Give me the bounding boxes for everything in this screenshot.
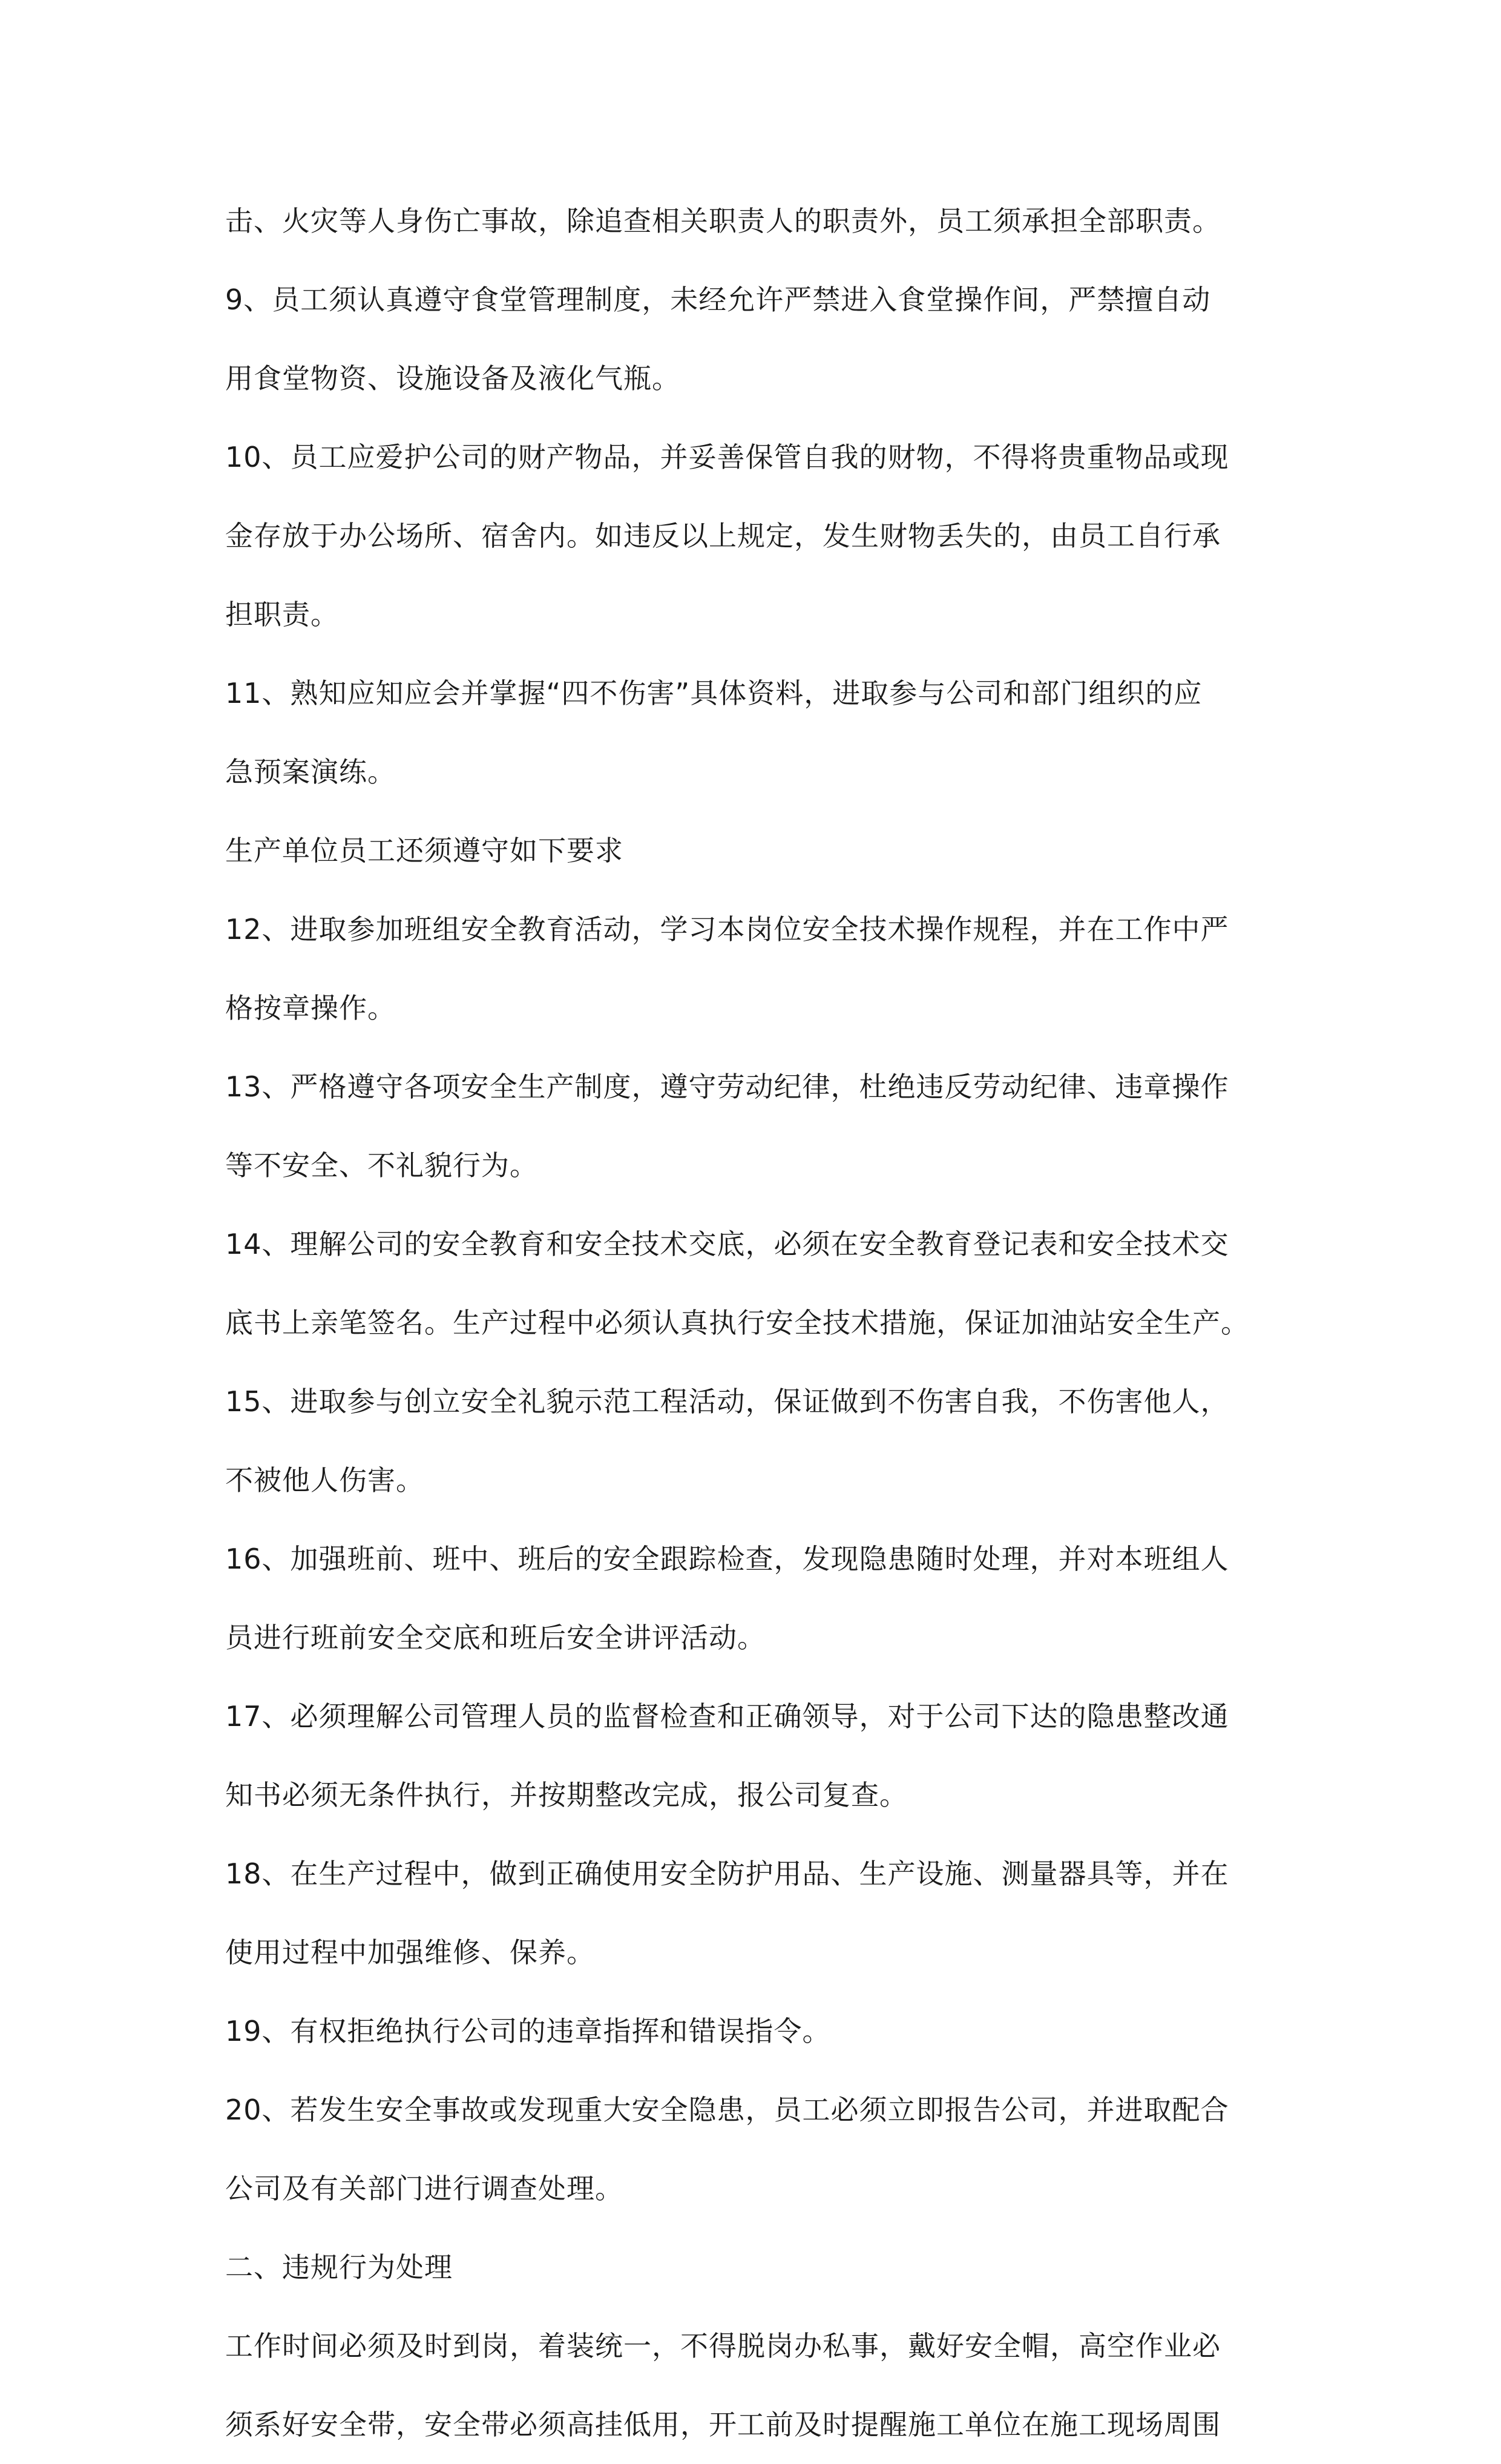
text-line: 击、火灾等人身伤亡事故，除追查相关职责人的职责外，员工须承担全部职责。 (225, 205, 1221, 237)
text-line: 员进行班前安全交底和班后安全讲评活动。 (225, 1621, 766, 1654)
text-line: 担职责。 (225, 598, 339, 631)
text-line: 格按章操作。 (225, 992, 396, 1024)
text-line: 12、进取参加班组安全教育活动，学习本岗位安全技术操作规程，并在工作中严 (225, 913, 1229, 946)
text-line: 工作时间必须及时到岗，着装统一，不得脱岗办私事，戴好安全帽，高空作业必 (225, 2330, 1221, 2362)
text-line: 须系好安全带，安全带必须高挂低用，开工前及时提醒施工单位在施工现场周围 (225, 2408, 1221, 2441)
text-line: 16、加强班前、班中、班后的安全跟踪检查，发现隐患随时处理，并对本班组人 (225, 1543, 1229, 1575)
text-line: 18、在生产过程中，做到正确使用安全防护用品、生产设施、测量器具等，并在 (225, 1857, 1229, 1890)
text-line: 14、理解公司的安全教育和安全技术交底，必须在安全教育登记表和安全技术交 (225, 1228, 1229, 1260)
text-line: 17、必须理解公司管理人员的监督检查和正确领导，对于公司下达的隐患整改通 (225, 1700, 1229, 1733)
text-line: 底书上亲笔签名。生产过程中必须认真执行安全技术措施，保证加油站安全生产。 (225, 1306, 1249, 1339)
text-line: 知书必须无条件执行，并按期整改完成，报公司复查。 (225, 1779, 908, 1811)
document-body (225, 182, 1290, 2464)
text-line: 公司及有关部门进行调查处理。 (225, 2172, 623, 2205)
text-line: 9、员工须认真遵守食堂管理制度，未经允许严禁进入食堂操作间，严禁擅自动 (225, 283, 1211, 316)
text-line: 用食堂物资、设施设备及液化气瓶。 (225, 362, 680, 395)
text-line: 不被他人伤害。 (225, 1464, 424, 1497)
text-line: 二、违规行为处理 (225, 2251, 453, 2284)
text-line: 13、严格遵守各项安全生产制度，遵守劳动纪律，杜绝违反劳动纪律、违章操作 (225, 1070, 1229, 1103)
text-line: 等不安全、不礼貌行为。 (225, 1149, 538, 1182)
text-line: 15、进取参与创立安全礼貌示范工程活动，保证做到不伤害自我，不伤害他人， (225, 1385, 1229, 1418)
text-line: 生产单位员工还须遵守如下要求 (225, 834, 623, 867)
text-line: 使用过程中加强维修、保养。 (225, 1936, 595, 1969)
text-line: 10、员工应爱护公司的财产物品，并妥善保管自我的财物，不得将贵重物品或现 (225, 441, 1229, 473)
text-line: 19、有权拒绝执行公司的违章指挥和错误指令。 (225, 2015, 831, 2047)
text-line: 急预案演练。 (225, 756, 396, 788)
text-line: 金存放于办公场所、宿舍内。如违反以上规定，发生财物丢失的，由员工自行承 (225, 519, 1221, 552)
text-line: 20、若发生安全事故或发现重大安全隐患，员工必须立即报告公司，并进取配合 (225, 2093, 1229, 2126)
text-line: 11、熟知应知应会并掌握“四不伤害”具体资料，进取参与公司和部门组织的应 (225, 677, 1203, 710)
